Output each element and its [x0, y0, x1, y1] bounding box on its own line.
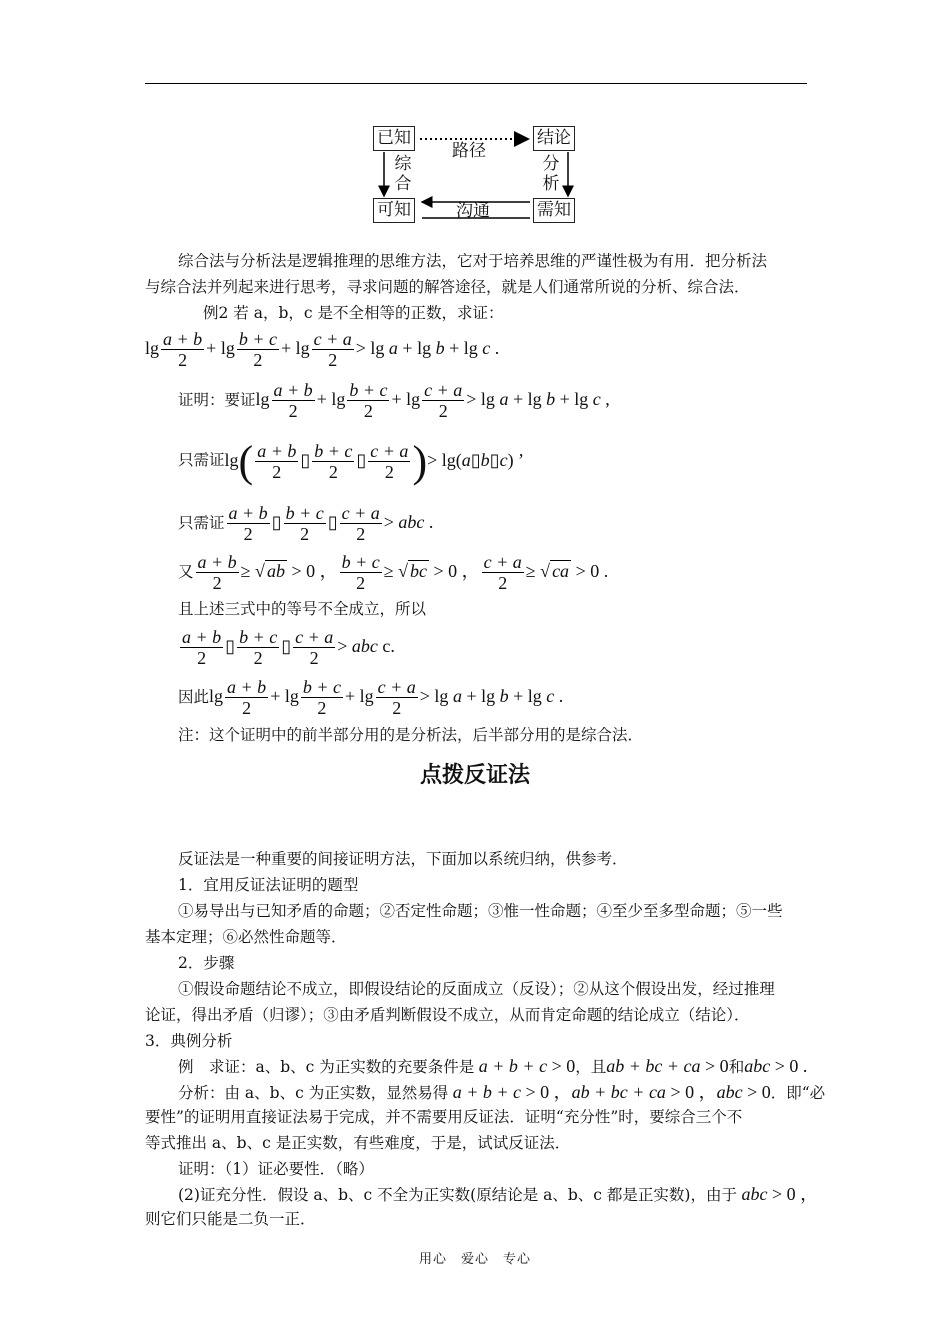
example-text: 例 求证：a、b、c 为正实数的充要条件是	[178, 1058, 475, 1076]
example-and2: 和	[728, 1058, 745, 1076]
proof-step5: $\frac{a + b}{2}$ ▯ $\frac{b + c}{2}$ ▯ $\frac{c + a}{2}$ > abc c.	[182, 627, 395, 669]
proof-step4: 又 $\frac{a + b}{2}$ ≥ √ ab > 0 ， $\frac{b + c}{2}$ ≥ √ bc > 0 ， $\frac{c + a}{2}$ ≥ √ ca > 0 .	[178, 552, 609, 594]
box-needed: 需知	[533, 198, 575, 223]
s2-h1-line2: 基本定理；⑥必然性命题等．	[145, 928, 347, 946]
label-therefore: 因此	[178, 688, 210, 706]
formula-target: lg $\frac{a + b}{2}$ + lg $\frac{b + c}{2}$ + lg $\frac{c + a}{2}$ > lg a + lg b + lg c .	[145, 329, 500, 371]
s2-analysis-line3: 等式推出 a、b、c 是正实数，有些难度，于是，试试反证法．	[145, 1134, 571, 1152]
label-analysis: 分析	[542, 154, 560, 194]
section-title: 点拨反证法	[419, 763, 530, 788]
equality-note: 且上述三式中的等号不全成立，所以	[178, 600, 427, 618]
box-known: 已知	[373, 126, 415, 151]
example-and: ，且	[575, 1058, 607, 1076]
s2-proof2-line2: 则它们只能是二负一正．	[145, 1210, 316, 1228]
s2-h2-line1: ①假设命题结论不成立，即假设结论的反面成立（反设）；②从这个假设出发，经过推理	[178, 980, 775, 998]
s2-analysis-line2: 要性”的证明用直接证法易于完成，并不需要用反证法．证明“充分性”时，要综合三个不	[145, 1108, 743, 1126]
proof-step1: 证明：要证lg $\frac{a + b}{2}$ + lg $\frac{b + c}{2}$ + lg $\frac{c + a}{2}$ > lg a + lg b + lg c ,	[178, 380, 610, 422]
proof-note: 注：这个证明中的前半部分用的是分析法，后半部分用的是综合法．	[178, 726, 644, 744]
s2-h2-line2: 论证，得出矛盾（归谬）；③由矛盾判断假设不成立，从而肯定命题的结论成立（结论）．	[145, 1006, 750, 1024]
s2-analysis-line1: 分析：由 a、b、c 为正实数，显然易得 a + b + c > 0 ，ab + bc + ca > 0 ，abc > 0．即“必	[178, 1082, 826, 1102]
intro-line1: 综合法与分析法是逻辑推理的思维方法，它对于培养思维的严谨性极为有用．把分析法	[178, 252, 768, 270]
s2-example: 例 求证：a、b、c 为正实数的充要条件是 a + b + c > 0，且ab + bc + ca > 0和abc > 0 .	[178, 1056, 808, 1076]
s2-intro: 反证法是一种重要的间接证明方法，下面加以系统归纳，供参考．	[178, 850, 628, 868]
box-derivable: 可知	[373, 198, 415, 223]
s2-proof2: (2)证充分性．假设 a、b、c 不全为正实数(原结论是 a、b、c 都是正实数)，由于 abc > 0 ，	[178, 1184, 819, 1204]
analysis-text: 分析：由 a、b、c 为正实数，显然易得	[178, 1084, 449, 1102]
label-also: 又	[178, 563, 194, 581]
label-need1: 只需证	[178, 451, 225, 469]
proof-step2: 只需证lg( $\frac{a + b}{2}$ ▯ $\frac{b + c}{2}$ ▯ $\frac{c + a}{2}$ )> lg(a▯b▯c) ’	[178, 436, 525, 486]
s2-heading3: 3．典例分析	[145, 1032, 233, 1050]
label-need2: 只需证	[178, 514, 225, 532]
label-prove: 证明：要证	[178, 391, 256, 409]
proof-step3: 只需证 $\frac{a + b}{2}$ ▯ $\frac{b + c}{2}$ ▯ $\frac{c + a}{2}$ > abc .	[178, 503, 434, 545]
label-connect: 沟通	[456, 201, 490, 221]
intro-line2: 与综合法并列起来进行思考，寻求问题的解答途径，就是人们通常所说的分析、综合法．	[145, 278, 750, 296]
proof-step6: 因此lg $\frac{a + b}{2}$ + lg $\frac{b + c}{2}$ + lg $\frac{c + a}{2}$ > lg a + lg b + lg c .	[178, 677, 564, 719]
label-synthesis: 综合	[394, 154, 412, 194]
s2-heading2: 2．步骤	[178, 954, 235, 972]
analysis-tail: ．即“必	[770, 1084, 826, 1102]
s2-heading1: 1．宜用反证法证明的题型	[178, 876, 359, 894]
proof2-text: (2)证充分性．假设 a、b、c 不全为正实数(原结论是 a、b、c 都是正实数)，由于	[178, 1186, 737, 1204]
box-conclusion: 结论	[533, 126, 575, 151]
s2-proof1: 证明：（1）证必要性．（略）	[178, 1160, 374, 1178]
example2-statement: 例2 若 a，b，c 是不全相等的正数，求证：	[203, 304, 504, 322]
page-footer: 用心 爱心 专心	[418, 1252, 531, 1267]
label-path: 路径	[452, 141, 486, 161]
s2-h1-line1: ①易导出与已知矛盾的命题；②否定性命题；③惟一性命题；④至少至多型命题；⑤一些	[178, 902, 783, 920]
